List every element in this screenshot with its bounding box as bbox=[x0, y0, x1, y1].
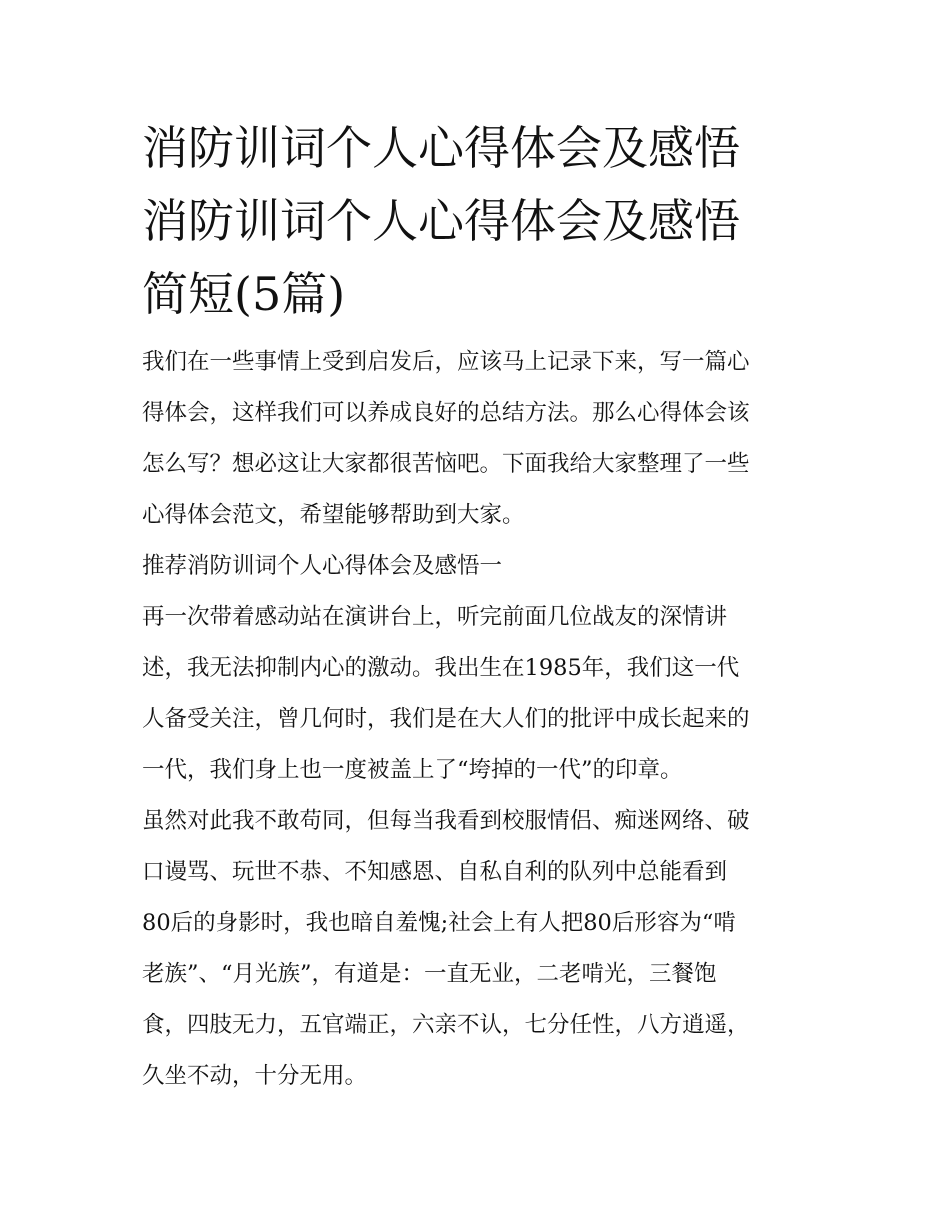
text-line: 食，四肢无力，五官端正，六亲不认，七分任性，八方逍遥， bbox=[142, 1012, 750, 1038]
text-line: 推荐消防训词个人心得体会及感悟一 bbox=[142, 553, 503, 579]
paragraph-1 bbox=[142, 592, 822, 796]
document-page bbox=[142, 112, 822, 1102]
text-line: 口谩骂、玩世不恭、不知感恩、自私自利的队列中总能看到 bbox=[142, 859, 728, 885]
title-line-1: 消防训词个人心得体会及感悟 bbox=[142, 121, 740, 175]
text-line: 老族”、“月光族”，有道是：一直无业，二老啃光，三餐饱 bbox=[142, 961, 717, 987]
title-line-3: 简短(5篇) bbox=[142, 267, 346, 321]
text-line: 得体会，这样我们可以养成良好的总结方法。那么心得体会该 bbox=[142, 400, 750, 426]
document-title bbox=[142, 112, 822, 331]
section-heading bbox=[142, 541, 822, 592]
title-line-2: 消防训词个人心得体会及感悟 bbox=[142, 194, 740, 248]
text-line: 心得体会范文，希望能够帮助到大家。 bbox=[142, 502, 525, 528]
text-line: 再一次带着感动站在演讲台上，听完前面几位战友的深情讲 bbox=[142, 604, 728, 630]
text-line: 述，我无法抑制内心的激动。我出生在1985年，我们这一代 bbox=[142, 655, 740, 681]
text-line: 我们在一些事情上受到启发后，应该马上记录下来，写一篇心 bbox=[142, 349, 750, 375]
document-body bbox=[142, 337, 822, 1102]
text-line: 怎么写？想必这让大家都很苦恼吧。下面我给大家整理了一些 bbox=[142, 451, 750, 477]
text-line: 80后的身影时，我也暗自羞愧;社会上有人把80后形容为“啃 bbox=[142, 910, 736, 936]
text-line: 人备受关注，曾几何时，我们是在大人们的批评中成长起来的 bbox=[142, 706, 750, 732]
paragraph-2 bbox=[142, 796, 822, 1102]
paragraph-intro bbox=[142, 337, 822, 541]
text-line: 虽然对此我不敢苟同，但每当我看到校服情侣、痴迷网络、破 bbox=[142, 808, 750, 834]
text-line: 久坐不动，十分无用。 bbox=[142, 1063, 368, 1089]
text-line: 一代，我们身上也一度被盖上了“垮掉的一代”的印章。 bbox=[142, 757, 683, 783]
